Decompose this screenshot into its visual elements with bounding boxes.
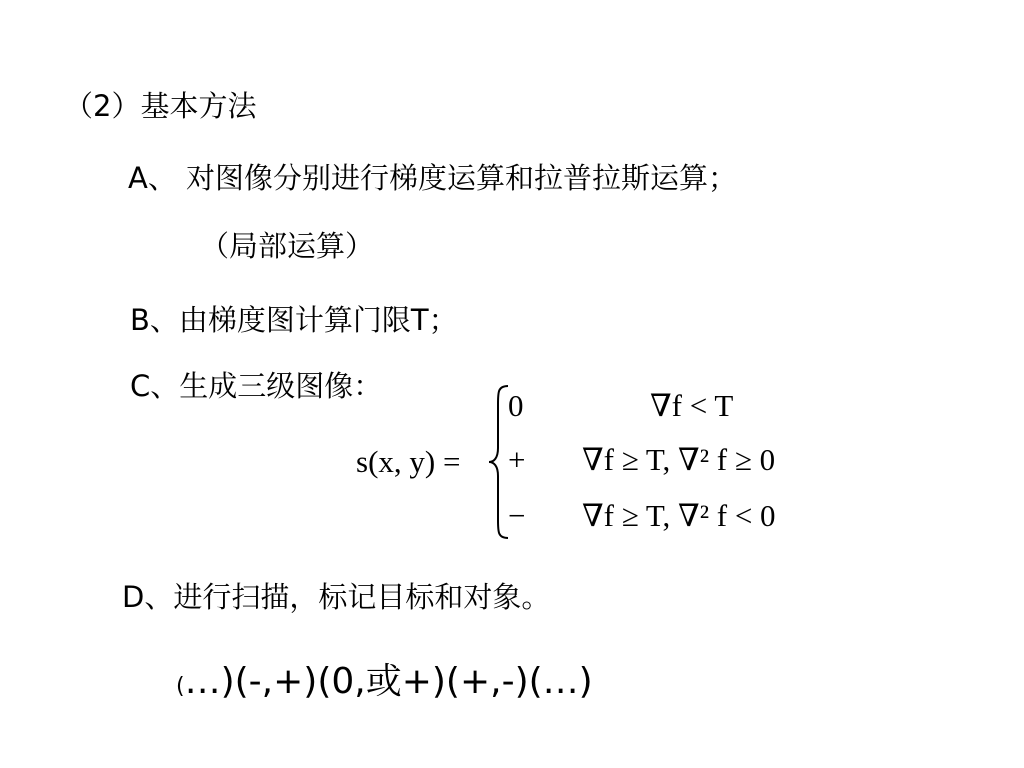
formula-lhs: s(x, y) = [356,444,461,479]
scan-sequence [176,660,593,709]
case-3-condition: ∇f ≥ T, ∇² f < 0 [582,498,776,533]
case-1-value: 0 [508,388,524,423]
case-3-value: − [508,498,526,533]
item-d: D、进行扫描，标记目标和对象。 [122,580,551,614]
case-1-condition: ∇f < T [650,388,734,423]
item-c: C、生成三级图像： [130,369,383,403]
section-heading: （2）基本方法 [64,89,257,123]
item-b: B、由梯度图计算门限T； [130,303,458,337]
case-2-value: + [508,442,526,477]
scan-sequence-open: ( [176,674,185,699]
item-a: A、 对图像分别进行梯度运算和拉普拉斯运算； [128,161,738,195]
case-2-condition: ∇f ≥ T, ∇² f ≥ 0 [582,442,776,477]
scan-sequence-rest: …)(-,+)(0,或+)(+,-)(…) [184,661,593,702]
item-a-note: （局部运算） [200,229,375,263]
